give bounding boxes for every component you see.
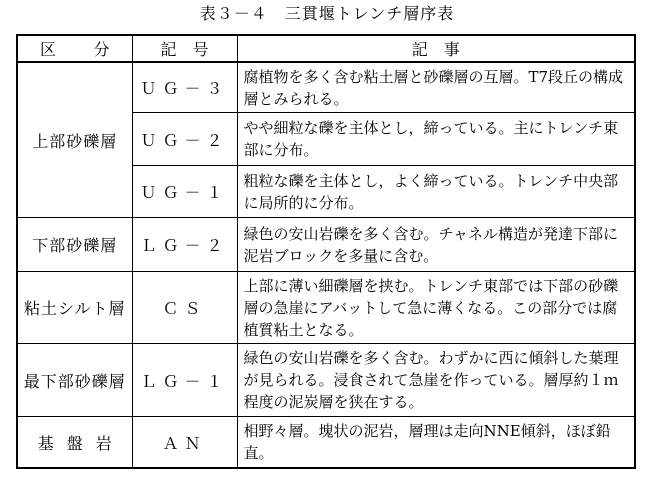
table-caption: 表３－４ 三貫堰トレンチ層序表 (199, 4, 455, 23)
unit-cell: 粘土シルト層 (17, 272, 132, 344)
code-cell: ＬＧ－１ (132, 344, 237, 417)
code-cell: ＬＧ－２ (132, 218, 237, 272)
table-header-row (17, 35, 635, 62)
code-cell: ＵＧ－３ (132, 62, 237, 113)
table-row (17, 218, 635, 272)
table-row (17, 62, 635, 113)
code-cell: ＣＳ (132, 272, 237, 344)
description-cell: 相野々層。塊状の泥岩，層理は走向NNE傾斜，ほぼ鉛直。 (237, 417, 635, 469)
unit-cell: 基盤岩 (17, 417, 132, 469)
header-unit: 区 分 (17, 35, 132, 62)
description-cell: 粗粒な礫を主体とし，よく締っている。トレンチ中央部に局所的に分布。 (237, 166, 635, 218)
header-description: 記 事 (237, 35, 635, 62)
description-cell: 緑色の安山岩礫を多く含む。わずかに西に傾斜した葉理が見られる。浸食されて急崖を作っている。層厚約１ｍ程度の泥炭層を狭在する。 (237, 344, 635, 417)
description-cell: 腐植物を多く含む粘土層と砂礫層の互層。T7段丘の構成層とみられる。 (237, 62, 635, 113)
code-cell: ＵＧ－２ (132, 113, 237, 166)
unit-cell: 最下部砂礫層 (17, 344, 132, 417)
code-cell: ＡＮ (132, 417, 237, 469)
table-row (17, 344, 635, 417)
table-row (17, 272, 635, 344)
description-cell: 緑色の安山岩礫を多く含む。チャネル構造が発達下部に泥岩ブロックを多量に含む。 (237, 218, 635, 272)
description-cell: やや細粒な礫を主体とし，締っている。主にトレンチ東部に分布。 (237, 113, 635, 166)
unit-cell: 下部砂礫層 (17, 218, 132, 272)
header-code: 記 号 (132, 35, 237, 62)
description-cell: 上部に薄い細礫層を挟む。トレンチ東部では下部の砂礫層の急崖にアバットして急に薄くなる。この部分では腐植質粘土となる。 (237, 272, 635, 344)
code-cell: ＵＧ－１ (132, 166, 237, 218)
unit-cell: 上部砂礫層 (17, 62, 132, 218)
stratigraphy-table (16, 34, 636, 469)
table-row (17, 417, 635, 469)
